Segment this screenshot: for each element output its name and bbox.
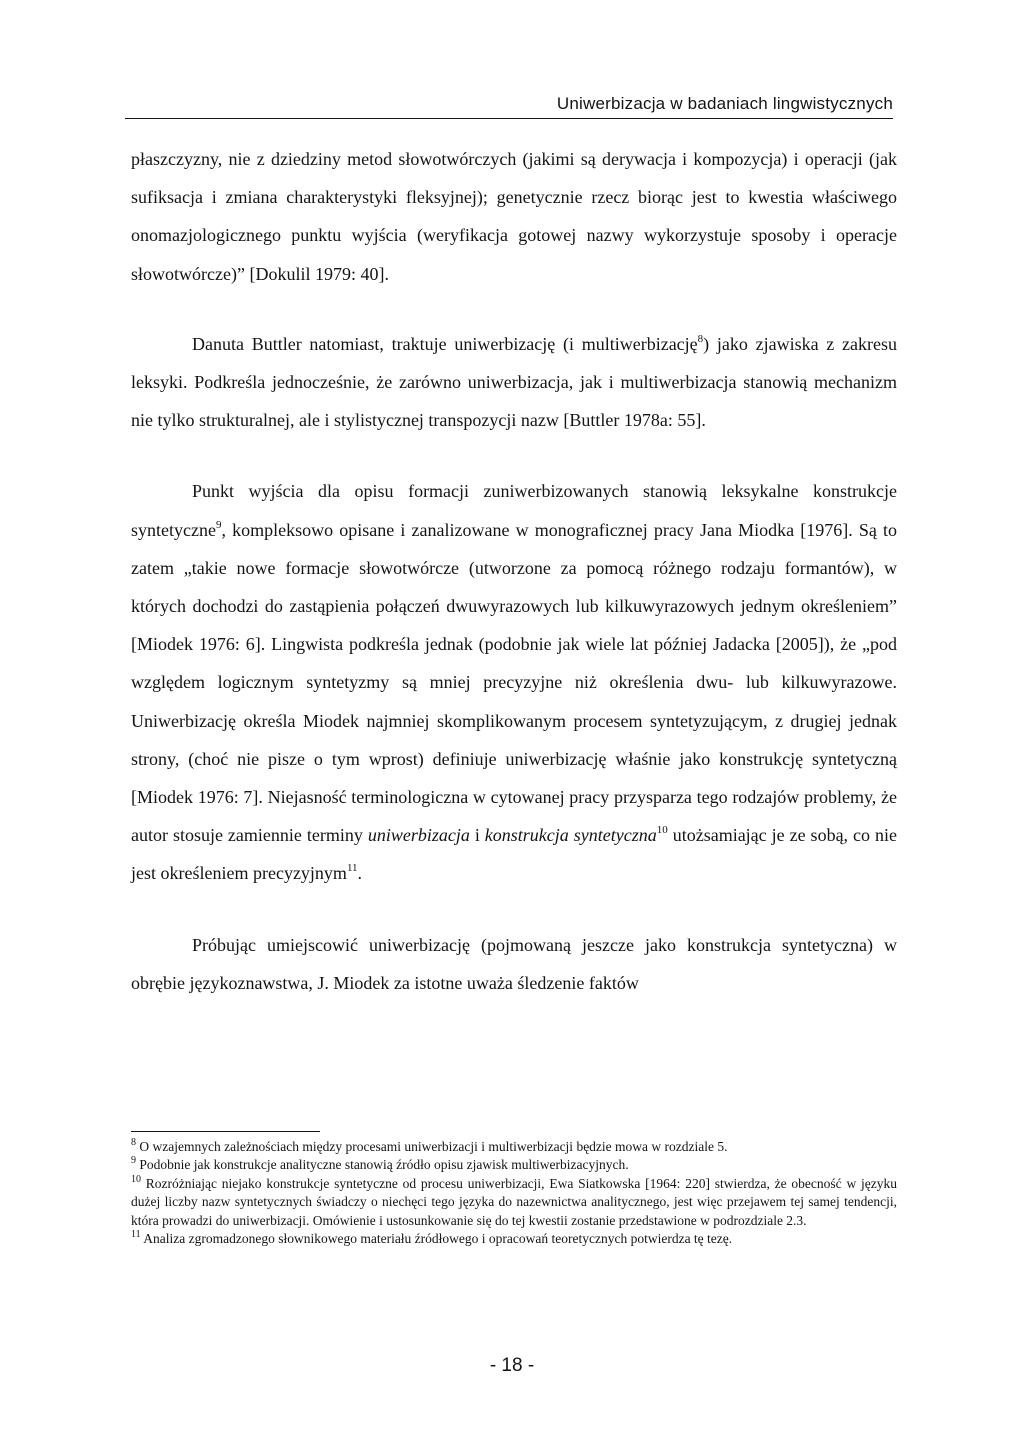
paragraph-1: płaszczyzny, nie z dziedziny metod słowotwórczych (jakimi są derywacja i kompozycja) i operacji (jak sufiksacja i zmiana charakterystyki fleksyjnej); genetycznie rzecz biorąc jest to kwestia właściwego onomazjologicznego punktu wyjścia (weryfikacja gotowej nazwy wykorzystuje sposoby i operacje słowotwórcze)” [Dokulil 1979: 40]. — [131, 149, 897, 284]
page-number: - 18 - — [489, 1355, 535, 1376]
paragraph-2-text-a: Danuta Buttler natomiast, traktuje uniwerbizację (i multiwerbizację — [192, 333, 698, 354]
footnote-text: O wzajemnych zależnościach między procesami uniwerbizacji i multiwerbizacji będzie mowa w rozdziale 5. — [136, 1139, 728, 1154]
paragraph-2 — [131, 325, 897, 440]
footnote-text: Analiza zgromadzonego słownikowego materiału źródłowego i opracowań teoretycznych potwierdza tę tezę. — [140, 1231, 733, 1247]
footnote-ref-10: 10 — [656, 824, 668, 837]
header-rule — [125, 118, 893, 119]
footnote-number: 8 — [131, 1137, 136, 1148]
footnote-ref-11: 11 — [346, 862, 358, 875]
footnote-text: Rozróżniając niejako konstrukcje syntetyczne od procesu uniwerbizacji, Ewa Siatkowska [1964: 220] stwierdza, że obecność w języku dużej liczby nazw syntetycznych świadczy o niechęci tego języka do nazewnictwa analitycznego, jest więc przejawem tej samej tendencji, która prowadzi do uniwerbizacji. Omówienie i ustosunkowanie się do tej kwestii zostanie przedstawione w podrozdziale 2.3. — [131, 1175, 897, 1228]
footnote-11 — [131, 1230, 897, 1248]
footnote-text: Podobnie jak konstrukcje analityczne stanowią źródło opisu zjawisk multiwerbizacyjnych. — [136, 1157, 629, 1173]
paragraph-3 — [131, 472, 897, 892]
paragraph-3-text-b: , kompleksowo opisane i zanalizowane w monograficznej pracy Jana Miodka [1976]. Są to zatem „takie nowe formacje słowotwórcze (utworzone za pomocą różnego rodzaju formantów), w których dochodzi do zastąpienia połączeń dwuwyrazowych lub kilkuwyrazowych jednym określeniem” [Miodek 1976: 6]. Lingwista podkreśla jednak (podobnie jak wiele lat później Jadacka [2005]), że „pod względem logicznym syntetyzmy są mniej precyzyjne niż określenia dwu- lub kilkuwyrazowe. Uniwerbizację określa Miodek najmniej skomplikowanym procesem syntetyzującym, z drugiej jednak strony, (choć nie pisze o tym wprost) definiuje uniwerbizację właśnie jako konstrukcję syntetyczną [Miodek 1976: 7]. Niejasność terminologiczna w cytowanej pracy przysparza tego rodzajów problemy, że autor stosuje zamiennie terminy — [131, 519, 897, 846]
paragraph-3-end: . — [357, 863, 363, 884]
running-header: Uniwerbizacja w badaniach lingwistycznych — [556, 94, 893, 113]
footnote-number: 11 — [131, 1229, 141, 1241]
paragraph-2-text-b: ) jako zjawiska z zakresu leksyki. Podkreśla jednocześnie, że zarówno uniwerbizacja, jak i multiwerbizacja stanowią mechanizm nie tylko strukturalnej, ale i stylistycznej transpozycji nazw [Buttler 1978a: 55]. — [131, 333, 897, 431]
paragraph-4: Próbując umiejscowić uniwerbizację (pojmowaną jeszcze jako konstrukcja syntetyczna) w obrębie językoznawstwa, J. Miodek za istotne uważa śledzenie faktów — [131, 934, 897, 993]
term-uniwerbizacja: uniwerbizacja — [367, 825, 470, 846]
footnote-8 — [131, 1138, 897, 1156]
footnote-number: 10 — [131, 1173, 141, 1185]
paragraph-3-text-c: utożsamiając je ze sobą, co nie jest określeniem precyzyjnym — [131, 825, 897, 884]
paragraph-3-text-a: Punkt wyjścia dla opisu formacji zuniwerbizowanych stanowią leksykalne konstrukcje syntetyczne — [131, 481, 897, 540]
main-text — [131, 140, 897, 1002]
footnote-ref-8: 8 — [697, 332, 704, 345]
term-konstrukcja-syntetyczna: konstrukcja syntetyczna — [484, 825, 657, 846]
paragraph-3-conjunction: i — [469, 825, 485, 846]
footnote-ref-9: 9 — [215, 518, 222, 531]
footnote-10 — [131, 1175, 897, 1230]
footnote-rule — [131, 1131, 320, 1132]
footnote-number: 9 — [131, 1155, 136, 1167]
footnotes — [131, 1138, 897, 1248]
footnote-9 — [131, 1156, 897, 1174]
